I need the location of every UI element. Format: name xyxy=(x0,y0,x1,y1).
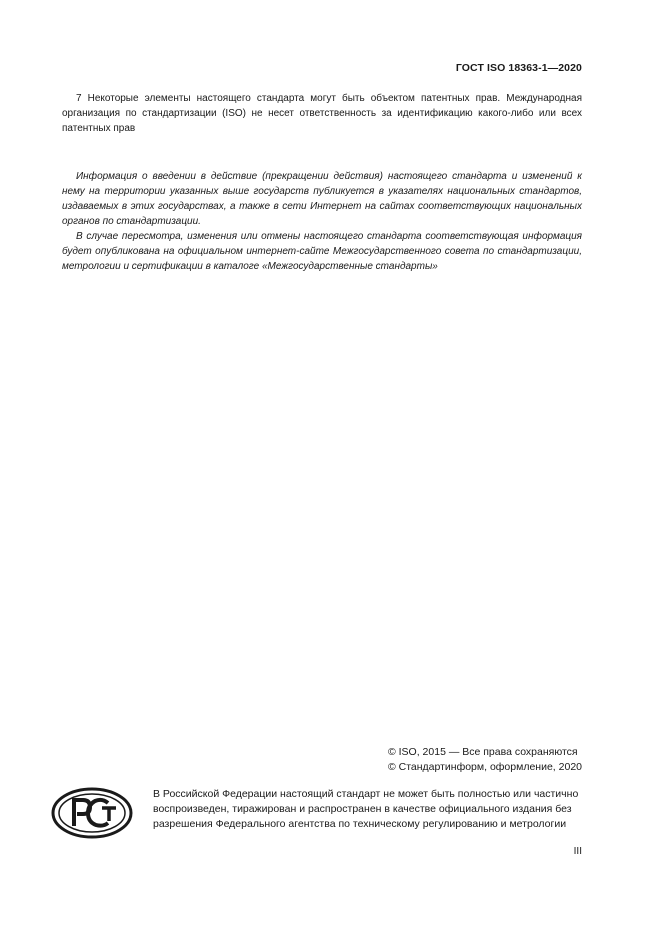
rst-logo-icon xyxy=(50,786,134,840)
page-number: III xyxy=(573,846,582,857)
copyright-block xyxy=(388,745,582,775)
standard-code-header: ГОСТ ISO 18363-1—2020 xyxy=(455,62,582,74)
reproduction-notice: В Российской Федерации настоящий стандарт не может быть полностью или частично воспроизведен, тиражирован и распространен в качестве официального издания без разрешения Федерального агентства по техническому регулированию и метрологии xyxy=(153,788,579,830)
copyright-iso: © ISO, 2015 — Все права сохраняются xyxy=(387,746,578,758)
info-paragraph-introduction: Информация о введении в действие (прекращении действия) настоящего стандарта и изменений к нему на территории указанных выше государств публикуется в указателях национальных стандартов, издаваемых в этих государствах, а также в сети Интернет на сайтах соответствующих национальных органов по стандартизации. xyxy=(62,171,582,227)
paragraph-7: 7 Некоторые элементы настоящего стандарта могут быть объектом патентных прав. Международная организация по стандартизации (ISO) не несет ответственность за идентификацию какого-либо или всех патентных прав xyxy=(62,93,582,134)
copyright-standartinform: © Стандартинформ, оформление, 2020 xyxy=(387,761,582,773)
introduction-info-block xyxy=(62,169,582,274)
info-paragraph-revision: В случае пересмотра, изменения или отмены настоящего стандарта соответствующая информация будет опубликована на официальном интернет-сайте Межгосударственного совета по стандартизации, метрологии и сертификации в каталоге «Межгосударственные стандарты» xyxy=(62,231,582,272)
